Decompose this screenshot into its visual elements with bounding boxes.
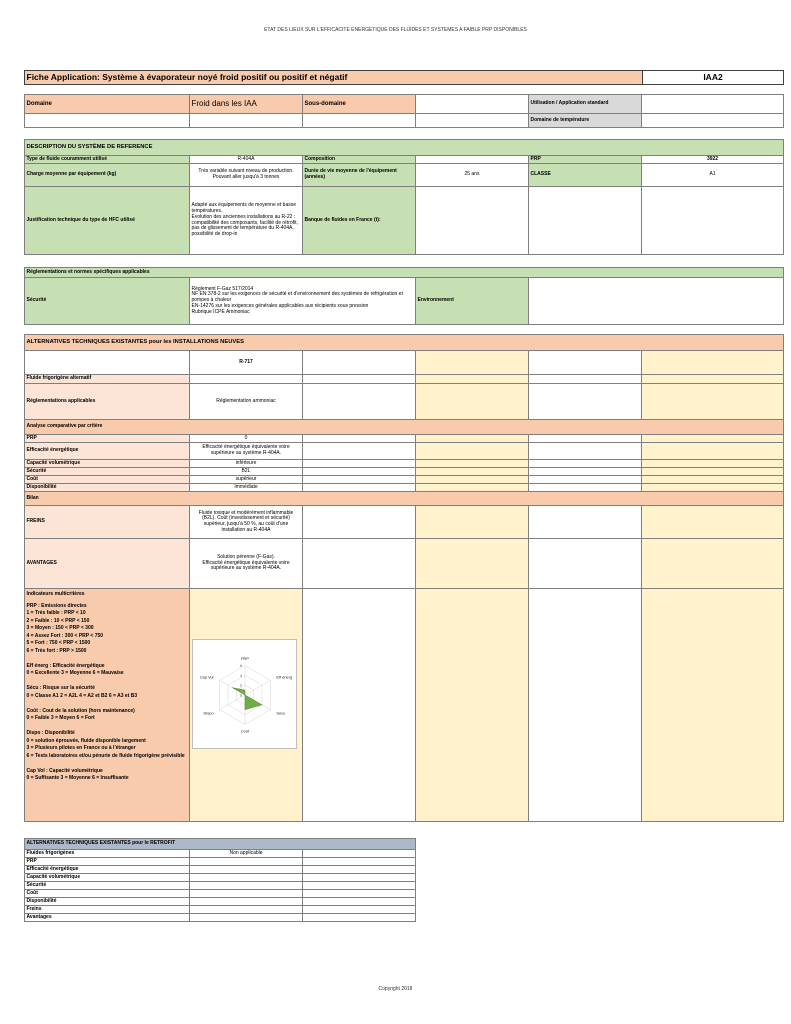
retrofit-row-value — [190, 906, 303, 914]
banque-value — [416, 187, 529, 255]
page-header: ETAT DES LIEUX SUR L'EFFICACITE ENERGETIQUE DES FLUIDES ET SYSTEMES A FAIBLE PRP DISPONIBLES — [264, 27, 527, 33]
domaine-value: Froid dans les IAA — [190, 95, 303, 114]
reglementation-heading: Réglementations et normes spécifiques applicables — [25, 268, 784, 278]
radar-tick-label: 2 — [240, 683, 242, 688]
classe-label: CLASSE — [529, 164, 642, 187]
domaine-temp-label: Domaine de température — [529, 114, 642, 128]
page-footer: Copyright 2018 — [378, 986, 413, 992]
retrofit-row-label: Capacité volumétrique — [25, 874, 190, 882]
retrofit-heading: ALTERNATIVES TECHNIQUES EXISTANTES pour le RETROFIT — [25, 839, 416, 850]
radar-axis-label: Coût — [240, 728, 250, 734]
retrofit-row — [25, 906, 416, 914]
retrofit-row — [25, 890, 416, 898]
reference-heading: DESCRIPTION DU SYSTÈME DE REFERENCE — [25, 140, 784, 156]
avantages-label: AVANTAGES — [25, 539, 190, 589]
criterion-prp-value: 0 — [190, 435, 303, 443]
retrofit-row — [25, 850, 416, 858]
securite-value: Règlement F-Gaz 517/2014 NF EN 378-2 sur les exigences de sécurité et d'environnement des systèmes de réfrigération et pompes à chaleur EN-14276 sur les exigences générales applicables aux récipients sous pression Rubrique ICPE Ammoniac — [190, 278, 416, 325]
regl-applicables-value: Réglementation ammoniac — [190, 384, 303, 420]
classe-value: A1 — [642, 164, 784, 187]
retrofit-row-label: Fluides frigorigènes — [25, 850, 190, 858]
prp-label: PRP — [529, 156, 642, 164]
fluid-name-2 — [303, 351, 416, 375]
sous-domaine-value — [416, 95, 529, 114]
retrofit-row-value — [190, 858, 303, 866]
retrofit-row — [25, 882, 416, 890]
criterion-capacite-label: Capacité volumétrique — [25, 460, 190, 468]
banque-label: Banque de fluides en France (t): — [303, 187, 416, 255]
criterion-cout-label: Coût — [25, 476, 190, 484]
retrofit-row-value: Non applicable — [190, 850, 303, 858]
retrofit-row-value — [190, 914, 303, 922]
indicateurs-legend: PRP : Emissions directes 1 = Très faible : PRP < 10 2 = Faible : 10 < PRP < 150 3 = Moyen : 150 < PRP < 300 4 = Assez Fort : 300 < PRP < 750 5 = Fort : 750 < PRP < 1500 6 = Très fort : PRP > 1500 Eff énerg : Efficacité énergétique 0 = Excellente 3 = Moyenne 6 = Mauvaise Sécu : Risque sur la sécurité 0 = Classe A1 2 = A2L 4 = A2 et B2 6 = A3 et B3 Coût : Cout de la solution (hors maintenance) 0 = Faible 3 = Moyen 6 = Fort Dispo : Disponibilité 0 = solution éprouvée, fluide disponible largement 3 = Plusieurs pilotes en France ou à l'étranger 6 = Tests laboratoires et/ou pénurie de fluide frigorigène prévisible Cap Vol : Capacité volumétrique 0 = Suffisante 3 = Moyenne 6 = Insuffisante — [26, 602, 185, 782]
fiche-title: Fiche Application: Système à évaporateur noyé froid positif ou positif et négatif — [25, 71, 643, 85]
fluid-name-4 — [529, 351, 642, 375]
freins-value: Fluide toxique et modérément inflammable (B2L). Coût (investissement et sécurité) supérieur, jusqu'à 50 %, au coût d'une installation au R-404A — [190, 506, 303, 539]
retrofit-row-label: Avantages — [25, 914, 190, 922]
criterion-capacite-value: inférieure — [190, 460, 303, 468]
retrofit-row-label: Freins — [25, 906, 190, 914]
environnement-value — [529, 278, 784, 325]
radar-spoke — [245, 680, 270, 695]
fiche-code: IAA2 — [643, 71, 784, 85]
reference-table — [24, 139, 784, 255]
retrofit-row-value — [190, 874, 303, 882]
retrofit-row-value — [190, 866, 303, 874]
duree-value: 25 ans — [416, 164, 529, 187]
securite-label: Sécurité — [25, 278, 190, 325]
radar-tick-label: 0 — [240, 693, 242, 698]
retrofit-row — [25, 898, 416, 906]
alternatives-neuves-table — [24, 334, 784, 822]
radar-tick-label: 4 — [240, 673, 242, 678]
criterion-securite-value: B2L — [190, 468, 303, 476]
utilisation-label: Utilisation / Application standard — [529, 95, 642, 114]
retrofit-row-value — [190, 898, 303, 906]
retrofit-row — [25, 858, 416, 866]
avantages-value: Solution pérenne (F-Gas). Efficacité énergétique équivalente voire supérieure au système R-404A. — [190, 539, 303, 589]
freins-label: FREINS — [25, 506, 190, 539]
criterion-disponibilite-label: Disponibilité — [25, 484, 190, 492]
alternatives-heading: ALTERNATIVES TECHNIQUES EXISTANTES pour les INSTALLATIONS NEUVES — [25, 335, 784, 351]
radar-chart — [192, 639, 297, 749]
retrofit-rows — [25, 850, 416, 922]
criterion-efficacite-label: Efficacité énergétique — [25, 443, 190, 460]
fluid-name-5 — [642, 351, 784, 375]
domain-table — [24, 94, 784, 128]
radar-tick-label: 6 — [240, 664, 242, 669]
retrofit-row-label: Efficacité énergétique — [25, 866, 190, 874]
criterion-cout-value: supérieur — [190, 476, 303, 484]
retrofit-row — [25, 874, 416, 882]
radar-axis-label: Eff énerg — [276, 674, 293, 680]
retrofit-row-value — [190, 890, 303, 898]
retrofit-row-label: Coût — [25, 890, 190, 898]
criterion-securite-label: Sécurité — [25, 468, 190, 476]
domaine-label: Domaine — [25, 95, 190, 114]
radar-cell — [190, 589, 303, 822]
criterion-disponibilite-value: Immédiate — [190, 484, 303, 492]
justification-value: Adapté aux équipements de moyenne et basse températures. Evolution des anciennes installations au R-22 : compatibilité des composants, facilité de rétrofit, pas de glissement de température du R-404A, possibilité de drop-in — [190, 187, 303, 255]
radar-series-area — [232, 688, 262, 710]
type-fluide-label: Type de fluide couramment utilisé — [25, 156, 190, 164]
radar-axis-label: Cap Vol — [199, 674, 214, 680]
indicateurs-cell — [25, 589, 190, 822]
charge-value: Très variable suivant niveau de production. Pouvant aller jusqu'à 3 tonnes — [190, 164, 303, 187]
type-fluide-value: R-404A — [190, 156, 303, 164]
retrofit-table — [24, 838, 416, 922]
composition-label: Composition — [303, 156, 416, 164]
retrofit-row — [25, 866, 416, 874]
retrofit-row-value — [190, 882, 303, 890]
reglementation-table — [24, 267, 784, 325]
domaine-temp-value — [642, 114, 784, 128]
title-table — [24, 70, 784, 85]
retrofit-row-label: Sécurité — [25, 882, 190, 890]
regl-applicables-label: Réglementations applicables — [25, 384, 190, 420]
criterion-prp-label: PRP — [25, 435, 190, 443]
fluid-name-3 — [416, 351, 529, 375]
indicateurs-title: Indicateurs multicritères — [26, 591, 85, 597]
retrofit-row-label: Disponibilité — [25, 898, 190, 906]
duree-label: Durée de vie moyenne de l'équipement (années) — [303, 164, 416, 187]
composition-value — [416, 156, 529, 164]
radar-axis-label: PRP — [240, 656, 250, 662]
retrofit-row — [25, 914, 416, 922]
radar-axis-label: Sécu — [276, 710, 286, 716]
sous-domaine-label: Sous-domaine — [303, 95, 416, 114]
justification-label: Justification technique du type de HFC utilisé — [25, 187, 190, 255]
fluid-name-1: R-717 — [190, 351, 303, 375]
criterion-efficacite-value: Efficacité énergétique équivalente voire supérieure au système R-404A. — [190, 443, 303, 460]
prp-value: 3922 — [642, 156, 784, 164]
utilisation-value — [642, 95, 784, 114]
radar-axis-label: Dispo — [203, 710, 214, 716]
fluide-alt-label: Fluide frigorigène alternatif — [25, 375, 190, 384]
bilan-label: Bilan — [25, 492, 784, 506]
retrofit-row-label: PRP — [25, 858, 190, 866]
analyse-label: Analyse comparative par critère — [25, 420, 784, 435]
environnement-label: Environnement — [416, 278, 529, 325]
charge-label: Charge moyenne par équipement (kg) — [25, 164, 190, 187]
